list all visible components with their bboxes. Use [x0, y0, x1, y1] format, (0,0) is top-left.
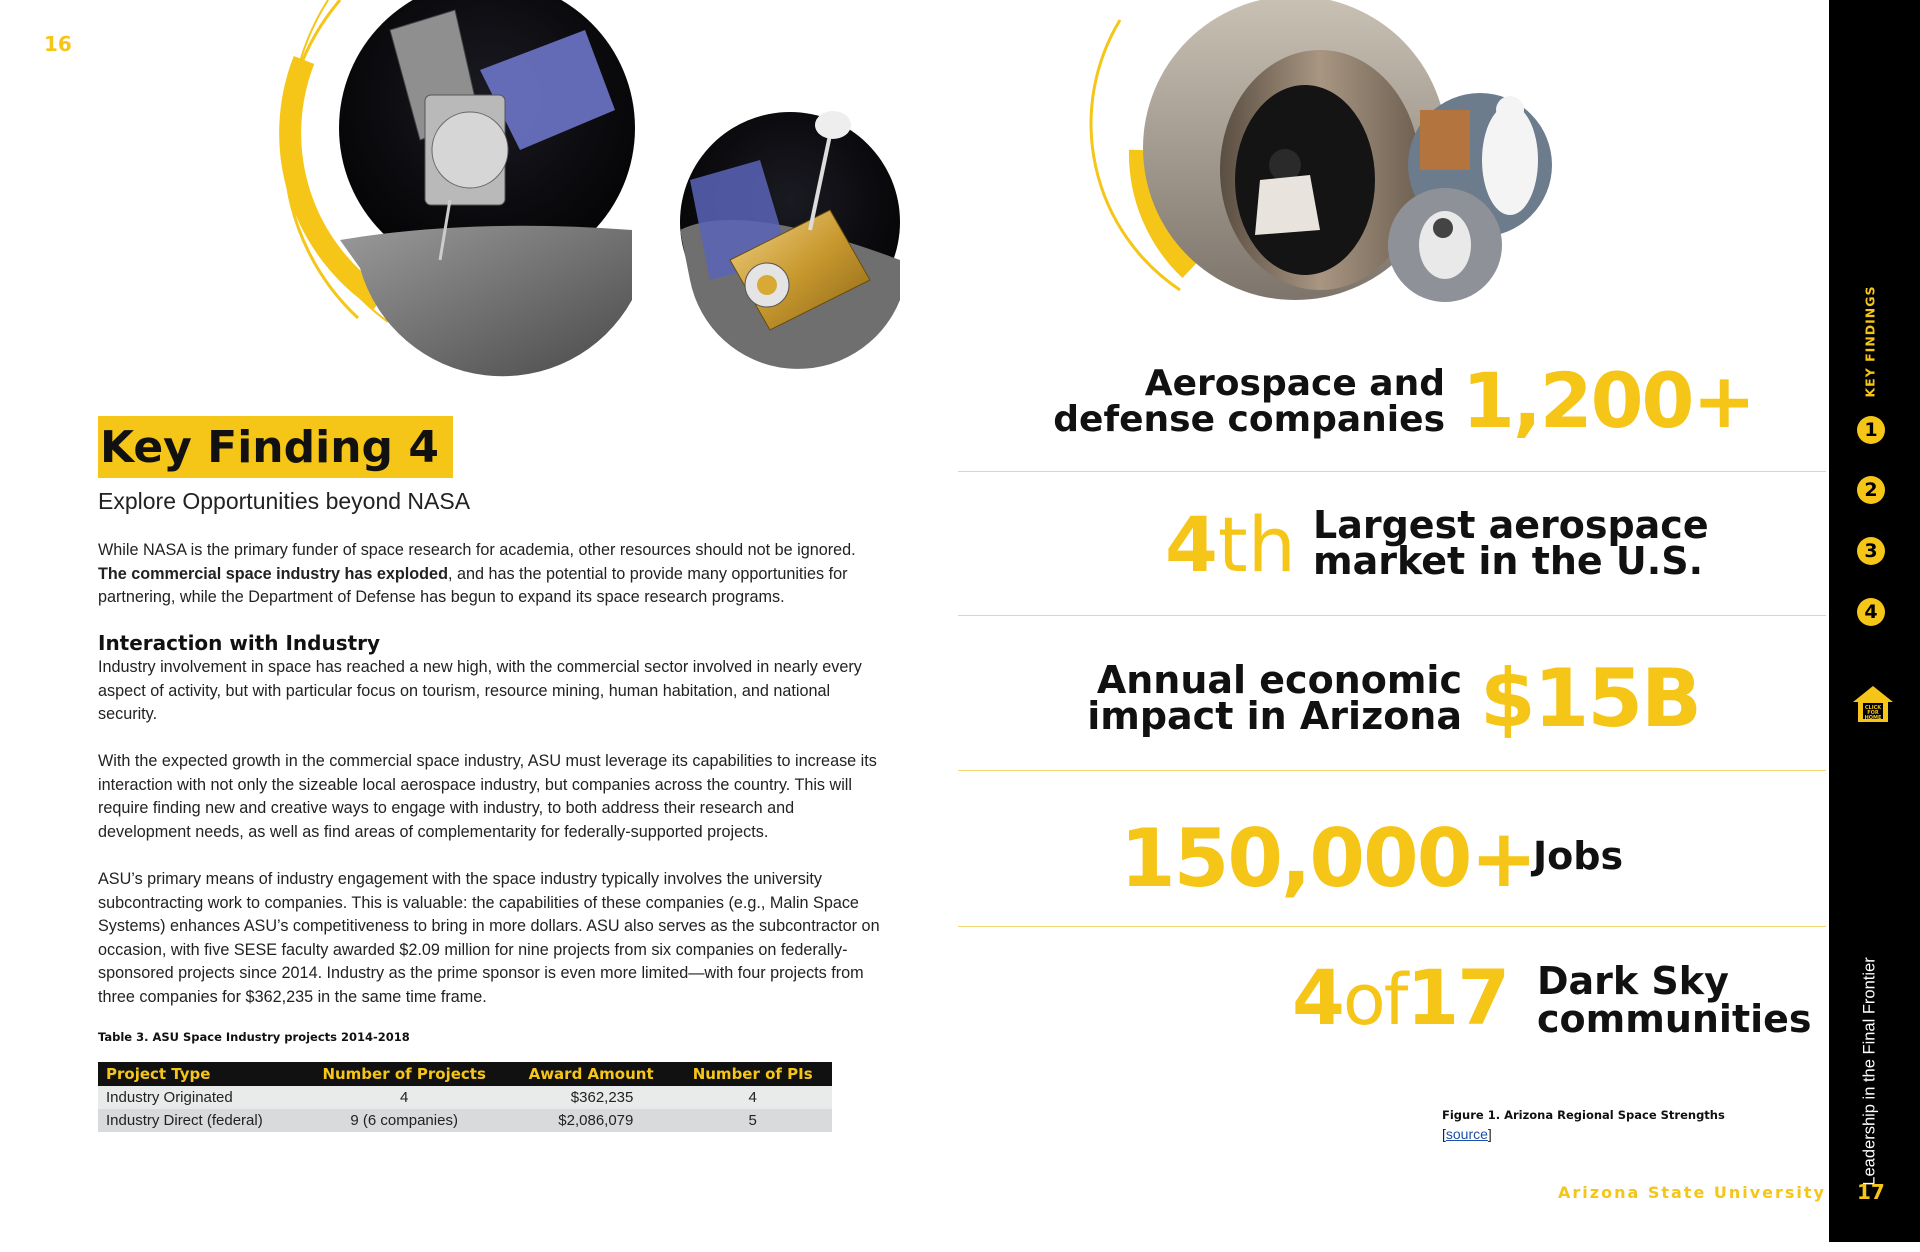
stat-divider	[958, 615, 1826, 616]
source-link[interactable]: source	[1445, 1126, 1488, 1142]
nav-key-finding-3[interactable]: 3	[1857, 537, 1885, 565]
key-finding-heading: Key Finding 4	[98, 416, 453, 478]
intro-paragraph	[98, 539, 888, 610]
table-header-cell: Award Amount	[509, 1062, 674, 1086]
left-page-number: 16	[44, 32, 72, 56]
table-cell: $2,086,079	[509, 1109, 674, 1132]
figure-source	[1442, 1126, 1492, 1142]
stat-jobs-label: Jobs	[1533, 834, 1624, 878]
stat-dark-sky-total: 17	[1406, 953, 1509, 1042]
stat-aerospace-line1: Aerospace and	[1144, 363, 1445, 404]
table-row	[98, 1086, 832, 1109]
projects-table	[98, 1062, 832, 1132]
stat-divider	[958, 770, 1826, 771]
stat-market-line1: Largest aerospace	[1313, 503, 1709, 547]
lab-photo-collage	[1060, 0, 1620, 310]
stat-market-label	[1313, 503, 1709, 583]
stat-aerospace-value: 1,200+	[1462, 356, 1755, 445]
body-paragraph-2: With the expected growth in the commercial space industry, ASU must leverage its capabilities to increase its interaction with not only the sizeable local aerospace industry, but companies across the country. This will require finding new and creative ways to engage with industry, to both address their research and development needs, as well as find areas of complementarity for federally-supported projects.	[98, 752, 877, 841]
key-finding-subheading: Explore Opportunities beyond NASA	[98, 488, 471, 514]
source-bracket-open: [	[1442, 1126, 1446, 1142]
figure-caption: Figure 1. Arizona Regional Space Strengths	[1442, 1108, 1725, 1122]
stat-aerospace-label	[1040, 363, 1445, 440]
sidebar-section-label: KEY FINDINGS	[1862, 285, 1878, 398]
table-cell: Industry Originated	[98, 1086, 300, 1109]
table-cell: $362,235	[509, 1086, 674, 1109]
stat-aerospace-line2: defense companies	[1053, 399, 1445, 440]
spacecraft-illustration	[270, 0, 910, 380]
stat-impact-line1: Annual economic	[1096, 658, 1462, 702]
home-text-line3: HOME	[1864, 715, 1882, 721]
body-paragraph-1: Industry involvement in space has reached a new high, with the commercial sector involved in nearly every aspect of activity, but with particular focus on tourism, resource mining, human habitation, and national security.	[98, 658, 862, 723]
table-row	[98, 1109, 832, 1132]
stat-impact-line2: impact in Arizona	[1087, 694, 1462, 738]
table-cell: 4	[300, 1086, 509, 1109]
table-header-cell: Number of PIs	[673, 1062, 832, 1086]
table-cell: 9 (6 companies)	[300, 1109, 509, 1132]
body-paragraph-3: ASU’s primary means of industry engagement with the space industry typically involves the university subcontracting work to companies. This is valuable: the capabilities of these companies (e.g., Malin Space Systems) enhances ASU’s competitiveness to bring in more dollars. ASU also serves as the subcontractor on occasion, with five SESE faculty awarded $2.09 million for nine projects from six companies on federally-sponsored projects since 2014. Industry as the prime sponsor is even more limited—with four projects from three companies for $362,235 in the same time frame.	[98, 870, 880, 1006]
stat-market-rank	[1165, 500, 1296, 590]
stat-dark-sky-line1: Dark Sky	[1537, 959, 1729, 1003]
stat-dark-sky-label	[1537, 959, 1812, 1041]
source-bracket-close: ]	[1487, 1126, 1492, 1142]
stat-dark-sky-line2: communities	[1537, 997, 1812, 1041]
stat-divider	[958, 471, 1826, 472]
table-caption: Table 3. ASU Space Industry projects 2014-2018	[98, 1030, 410, 1044]
stat-divider	[958, 926, 1826, 927]
intro-text-2: , and has the potential to provide many opportunities for partnering, while the Department of Defense has begun to expand its space research programs.	[98, 564, 848, 606]
stat-jobs-value: 150,000+	[1120, 812, 1536, 905]
stat-impact-value: $15B	[1480, 652, 1700, 745]
home-text-line2: FOR	[1867, 710, 1879, 716]
home-button[interactable]	[1851, 684, 1895, 724]
intro-bold-text: The commercial space industry has exploded	[98, 564, 448, 583]
nav-key-finding-4[interactable]: 4	[1857, 598, 1885, 626]
stat-impact-label	[1060, 658, 1462, 738]
intro-text-1: While NASA is the primary funder of space research for academia, other resources should not be ignored.	[98, 541, 856, 559]
table-header-cell: Project Type	[98, 1062, 300, 1086]
stat-dark-sky-num: 4	[1292, 953, 1343, 1042]
table-header-row	[98, 1062, 832, 1086]
table-cell: 4	[673, 1086, 832, 1109]
nav-key-finding-2[interactable]: 2	[1857, 476, 1885, 504]
section-heading: Interaction with Industry	[98, 631, 381, 655]
stat-market-rank-num: 4	[1165, 500, 1218, 589]
nav-key-finding-1[interactable]: 1	[1857, 416, 1885, 444]
stat-market-line2: market in the U.S.	[1313, 539, 1704, 583]
sidebar-title: Leadership in the Final Frontier	[1860, 957, 1879, 1186]
table-header-cell: Number of Projects	[300, 1062, 509, 1086]
stat-dark-sky-value	[1292, 952, 1508, 1046]
home-text-line1: CLICK	[1864, 705, 1882, 711]
right-page-number: 17	[1857, 1180, 1885, 1204]
table-cell: Industry Direct (federal)	[98, 1109, 300, 1132]
stat-market-rank-suffix: th	[1217, 500, 1296, 589]
home-icon	[1851, 684, 1895, 724]
stat-dark-sky-of: of	[1342, 959, 1407, 1041]
university-footer: Arizona State University	[1558, 1183, 1826, 1202]
table-cell: 5	[673, 1109, 832, 1132]
